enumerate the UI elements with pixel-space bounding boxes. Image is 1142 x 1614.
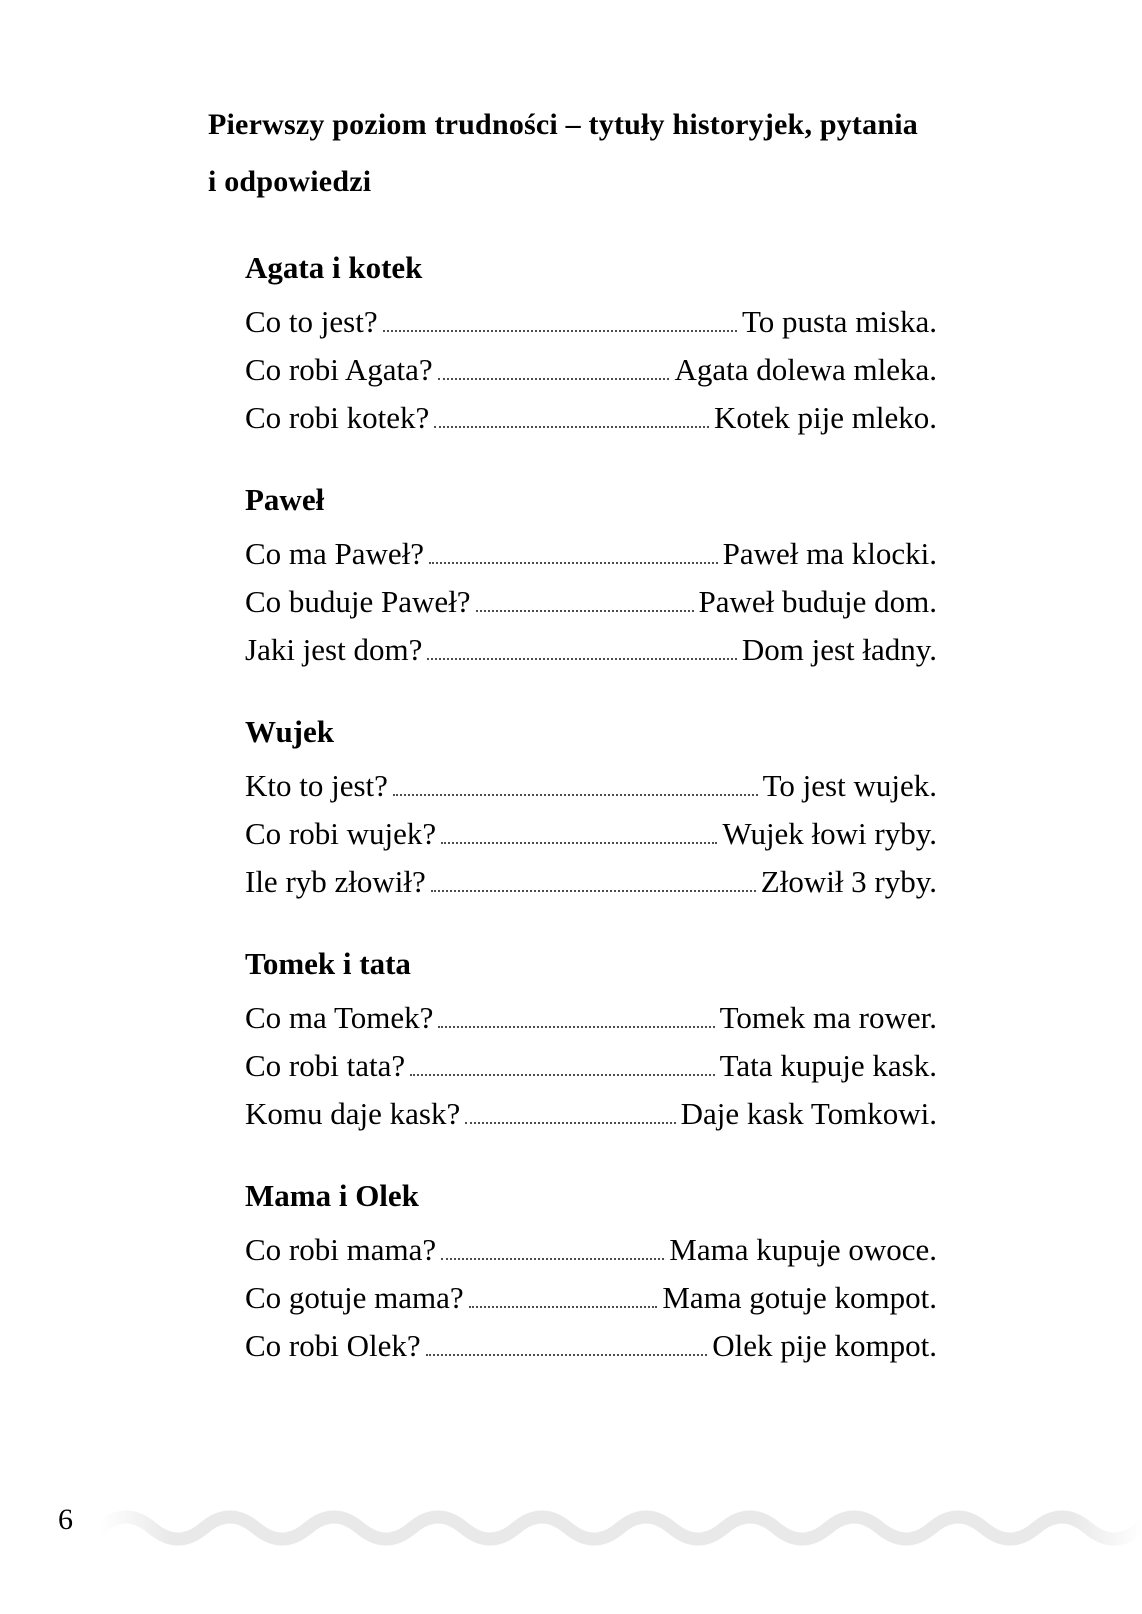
question-text: Co robi Olek? — [245, 1328, 421, 1363]
page-content — [208, 96, 950, 1370]
answer-text: Tomek ma rower. — [719, 1000, 937, 1035]
section-wujek — [245, 708, 937, 906]
sections-container — [245, 244, 937, 1370]
question-text: Ile ryb złowił? — [245, 864, 426, 899]
qa-row — [245, 298, 937, 346]
section-pawel — [245, 476, 937, 674]
dot-leader — [465, 1119, 675, 1124]
section-mama-i-olek — [245, 1172, 937, 1370]
question-text: Co robi wujek? — [245, 816, 437, 851]
question-text: Co robi mama? — [245, 1232, 437, 1267]
qa-row — [245, 578, 937, 626]
section-heading: Tomek i tata — [245, 946, 411, 981]
answer-text: Mama kupuje owoce. — [669, 1232, 937, 1267]
dot-leader — [438, 1023, 714, 1028]
question-text: Co ma Paweł? — [245, 536, 425, 571]
answer-text: Paweł ma klocki. — [722, 536, 937, 571]
dot-leader — [431, 887, 756, 892]
page-number: 6 — [58, 1503, 73, 1536]
wave-line-icon — [100, 1502, 1142, 1554]
answer-text: To jest wujek. — [762, 768, 937, 803]
qa-row — [245, 1226, 937, 1274]
dot-leader — [426, 1351, 708, 1356]
qa-row — [245, 994, 937, 1042]
section-heading: Agata i kotek — [245, 250, 423, 285]
section-heading: Wujek — [245, 714, 335, 749]
question-text: Jaki jest dom? — [245, 632, 423, 667]
dot-leader — [441, 1255, 664, 1260]
qa-row — [245, 394, 937, 442]
answer-text: Paweł buduje dom. — [698, 584, 937, 619]
dot-leader — [441, 839, 717, 844]
section-heading: Mama i Olek — [245, 1178, 419, 1213]
qa-row — [245, 1042, 937, 1090]
answer-text: Złowił 3 ryby. — [760, 864, 937, 899]
question-text: Komu daje kask? — [245, 1096, 461, 1131]
qa-row — [245, 1090, 937, 1138]
dot-leader — [429, 559, 718, 564]
question-text: Co ma Tomek? — [245, 1000, 434, 1035]
qa-row — [245, 530, 937, 578]
dot-leader — [393, 791, 758, 796]
answer-text: Wujek łowi ryby. — [722, 816, 937, 851]
question-text: Co to jest? — [245, 304, 378, 339]
question-text: Co gotuje mama? — [245, 1280, 464, 1315]
answer-text: Tata kupuje kask. — [719, 1048, 937, 1083]
dot-leader — [469, 1303, 658, 1308]
answer-text: Mama gotuje kompot. — [662, 1280, 937, 1315]
question-text: Co buduje Paweł? — [245, 584, 471, 619]
dot-leader — [383, 327, 737, 332]
qa-row — [245, 346, 937, 394]
page-title — [208, 96, 950, 210]
dot-leader — [434, 423, 709, 428]
qa-row — [245, 626, 937, 674]
page-title-line1: Pierwszy poziom trudności – tytuły historyjek, pytania — [208, 108, 918, 141]
qa-row — [245, 762, 937, 810]
qa-row — [245, 1274, 937, 1322]
answer-text: Olek pije kompot. — [712, 1328, 937, 1363]
question-text: Co robi kotek? — [245, 400, 430, 435]
qa-row — [245, 858, 937, 906]
question-text: Co robi Agata? — [245, 352, 433, 387]
section-tomek-i-tata — [245, 940, 937, 1138]
question-text: Kto to jest? — [245, 768, 388, 803]
question-text: Co robi tata? — [245, 1048, 406, 1083]
answer-text: To pusta miska. — [741, 304, 937, 339]
answer-text: Dom jest ładny. — [741, 632, 937, 667]
answer-text: Daje kask Tomkowi. — [680, 1096, 937, 1131]
dot-leader — [438, 375, 670, 380]
dot-leader — [410, 1071, 715, 1076]
wave-decoration — [100, 1502, 1142, 1554]
page-title-line2: i odpowiedzi — [208, 165, 372, 198]
answer-text: Agata dolewa mleka. — [674, 352, 937, 387]
dot-leader — [476, 607, 694, 612]
section-agata-i-kotek — [245, 244, 937, 442]
section-heading: Paweł — [245, 482, 325, 517]
dot-leader — [427, 655, 736, 660]
qa-row — [245, 810, 937, 858]
qa-row — [245, 1322, 937, 1370]
answer-text: Kotek pije mleko. — [714, 400, 937, 435]
